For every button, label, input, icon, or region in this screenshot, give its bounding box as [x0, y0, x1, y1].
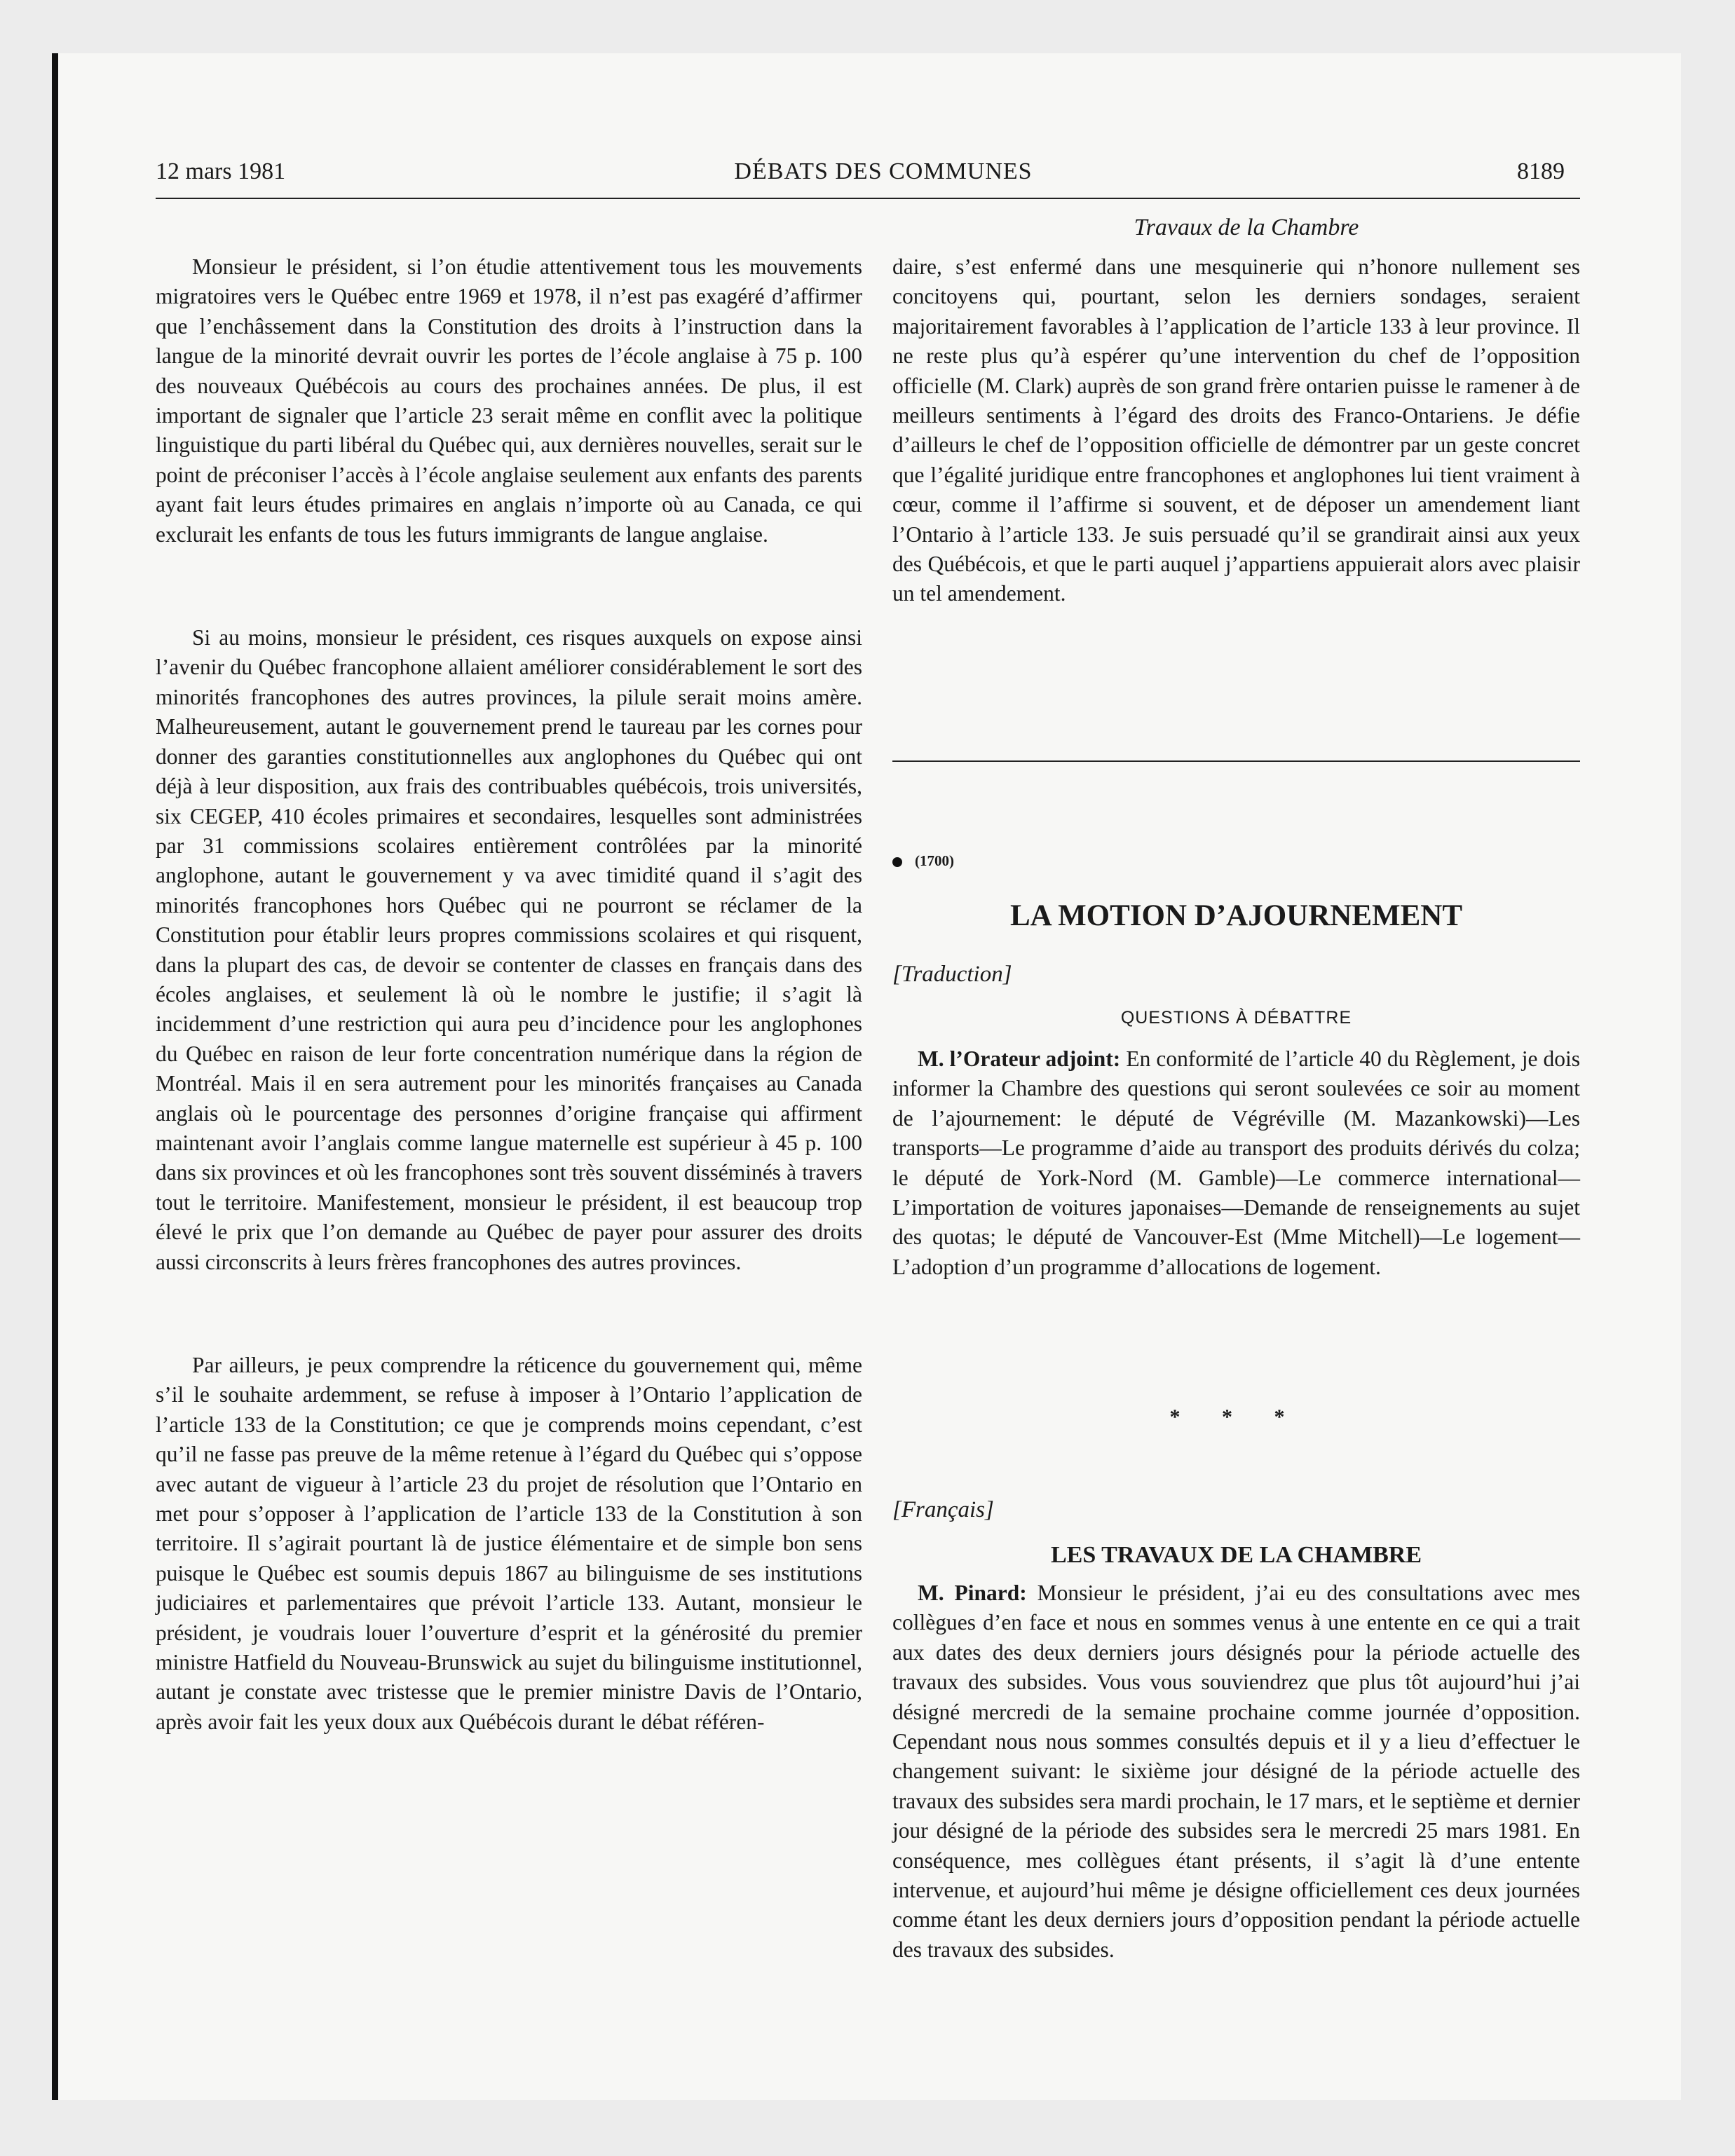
questions-subheading: QUESTIONS À DÉBATTRE — [1120, 1008, 1352, 1028]
left-paragraph-2: Si au moins, monsieur le président, ces risques auxquels on expose ainsi l’avenir du Québec francophone allaient améliorer considérablement le sort des minorités francophones des autres provinces, la pilule serait moins amère. Malheureusement, autant le gouvernement prend le taureau par les cornes pour donner des garanties constitutionnelles aux anglophones du Québec qui ont déjà à leur disposition, aux frais des contribuables québécois, trois universités, six CEGEP, 410 écoles primaires et secondaires, lesquelles sont administrées par 31 commissions scolaires entièrement contrôlées par la minorité anglophone, autant le gouvernement y va avec timidité quand il s’agit des minorités francophones hors Québec qui ne pourront se réclamer de la Constitution pour établir leurs propres commissions scolaires et qui risquent, dans la plupart des cas, de devoir se contenter de classes en français dans des écoles anglaises, et seulement là où le nombre le justifie; il s’agit là incidemment d’une restriction qui aura peu d’incidence pour les anglophones du Québec en raison de leur forte concentration numérique dans la région de Montréal. Mais il en sera autrement pour les minorités françaises au Canada anglais où le pourcentage des personnes d’origine française qui affirment maintenant avoir l’anglais comme langue maternelle est supérieur à 45 p. 100 dans six provinces et où les francophones sont très souvent disséminés à travers tout le territoire. Manifestement, monsieur le président, il est beaucoup trop élevé le prix que l’on demande au Québec de payer pour assurer des droits aussi circonscrits à leurs frères francophones des autres provinces. — [156, 625, 862, 1274]
pinard-paragraph — [892, 1578, 1580, 1965]
header-publication: DÉBATS DES COMMUNES — [734, 158, 1033, 184]
deputy-speaker-name: M. l’Orateur adjoint: — [918, 1046, 1121, 1071]
running-head: Travaux de la Chambre — [1134, 214, 1359, 240]
pinard-speaker-name: M. Pinard: — [918, 1581, 1027, 1605]
travaux-heading: LES TRAVAUX DE LA CHAMBRE — [1050, 1542, 1422, 1568]
right-column-continuation — [892, 252, 1580, 609]
section-rule — [892, 760, 1580, 762]
francais-tag: [Français] — [892, 1497, 994, 1522]
left-paragraph-3: Par ailleurs, je peux comprendre la réticence du gouvernement qui, même s’il le souhaite ardemment, se refuse à imposer à l’Ontario l’application de l’article 133 de la Constitution; ce que je comprends moins cependant, c’est qu’il ne fasse pas preuve de la même retenue à l’égard du Québec qui s’oppose avec autant de vigueur à l’article 23 du projet de résolution que l’Ontario en met pour s’opposer à l’application de l’article 133 de la Constitution à son territoire. Il s’agirait pourtant là de justice élémentaire et de simple bon sens puisque le Québec est soumis depuis 1867 au bilinguisme de ses institutions judiciaires et parlementaires que prévoit l’article 133. Autant, monsieur le président, je voudrais louer l’ouverture d’esprit et la générosité du premier ministre Hatfield du Nouveau-Brunswick au sujet du bilinguisme institutionnel, autant je constate avec tristesse que le premier ministre Davis de l’Ontario, après avoir fait les yeux doux aux Québécois durant le débat référen- — [156, 1353, 862, 1734]
deputy-speaker-paragraph — [892, 1044, 1580, 1282]
header-rule — [156, 198, 1580, 199]
time-marker-text: (1700) — [915, 852, 954, 869]
header-date: 12 mars 1981 — [156, 158, 286, 184]
left-paragraph-1: Monsieur le président, si l’on étudie attentivement tous les mouvements migratoires vers le Québec entre 1969 et 1978, il n’est pas exagéré d’affirmer que l’enchâssement dans la Constitution des droits à l’instruction dans la langue de la minorité devrait ouvrir les portes de l’école anglaise à 75 p. 100 des nouveaux Québécois au cours des prochaines années. De plus, il est important de signaler que l’article 23 serait même en conflit avec la politique linguistique du parti libéral du Québec qui, aux dernières nouvelles, serait sur le point de préconiser l’accès à l’école anglaise seulement aux enfants des parents ayant fait leurs études primaires en anglais n’importe où au Canada, ce qui exclurait les enfants de tous les futurs immigrants de langue anglaise. — [156, 254, 862, 547]
header-page-number: 8189 — [1517, 158, 1565, 184]
section-separator: * * * — [1169, 1405, 1303, 1428]
scan-binding-edge — [52, 53, 58, 2100]
bullet-icon — [892, 857, 902, 867]
time-marker — [892, 852, 954, 870]
deputy-speaker-text: En conformité de l’article 40 du Règlement, je dois informer la Chambre des questions qui seront soulevées ce soir au moment de l’ajournement: le député de Végréville (M. Mazankowski)—Les transports—Le programme d’aide au transport des produits dérivés du colza; le député de York-Nord (M. Gamble)—Le commerce international—L’importation de voitures japonaises—Demande de renseignements au sujet des quotas; le député de Vancouver-Est (Mme Mitchell)—Le logement—L’adoption d’un programme d’allocations de logement. — [892, 1046, 1580, 1279]
left-column — [156, 252, 862, 1737]
traduction-tag: [Traduction] — [892, 962, 1012, 987]
continuation-paragraph: daire, s’est enfermé dans une mesquinerie qui n’honore nullement ses concitoyens qui, pourtant, selon les derniers sondages, seraient majoritairement favorables à l’application de l’article 133 à leur province. Il ne reste plus qu’à espérer qu’une intervention du chef de l’opposition officielle (M. Clark) auprès de son grand frère ontarien puisse le ramener à de meilleurs sentiments à l’égard des droits des Franco-Ontariens. Je défie d’ailleurs le chef de l’opposition officielle de démontrer par un geste concret que l’égalité juridique entre francophones et anglophones lui tient vraiment à cœur, comme il l’affirme si souvent, et de déposer un amendement liant l’Ontario à l’article 133. Je suis persuadé qu’il se grandirait ainsi aux yeux des Québécois, et que le parti auquel j’appartiens appuierait alors avec plaisir un tel amendement. — [892, 254, 1580, 606]
motion-heading: LA MOTION D’AJOURNEMENT — [1009, 899, 1463, 932]
pinard-text: Monsieur le président, j’ai eu des consultations avec mes collègues d’en face et nous en sommes venus à une entente en ce qui a trait aux dates des deux derniers jours désignés pour la période actuelle des travaux des subsides. Vous vous souviendrez que plus tôt aujourd’hui j’ai désigné mercredi de la semaine prochaine comme journée d’opposition. Cependant nous nous sommes consultés depuis et il y a lieu d’effectuer le changement suivant: le sixième jour désigné de la période actuelle des travaux des subsides sera mardi prochain, le 17 mars, et le septième et dernier jour désigné de la période des subsides sera le mercredi 25 mars 1981. En conséquence, mes collègues étant présents, il s’agit là d’une entente intervenue, et aujourd’hui même je désigne officiellement ces deux journées comme étant les deux derniers jours d’opposition pendant la période actuelle des travaux des subsides. — [892, 1581, 1581, 1962]
